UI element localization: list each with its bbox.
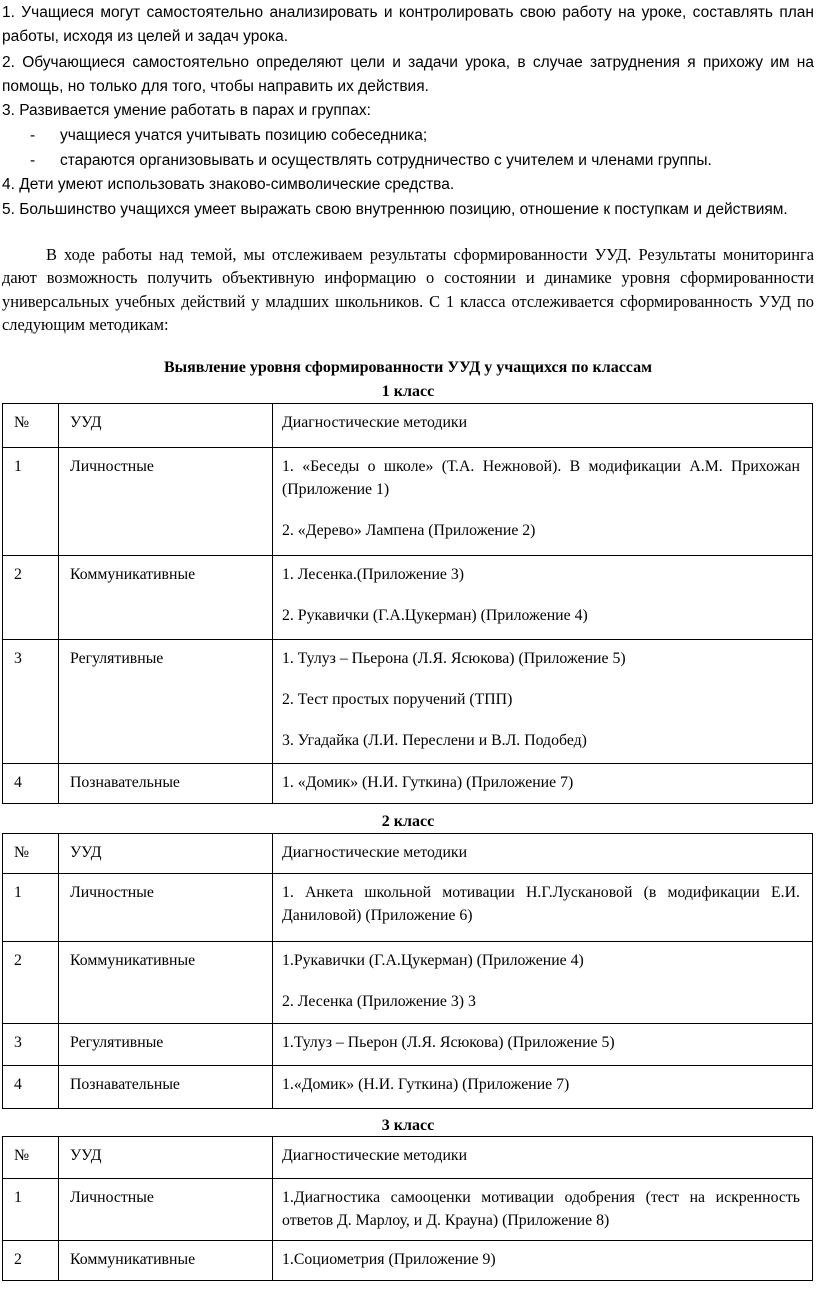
row-methods xyxy=(273,1179,813,1241)
dash-marker: - xyxy=(30,152,36,169)
row-uud-type: Коммуникативные xyxy=(59,942,273,1024)
grade3-title: 3 класс xyxy=(381,1117,435,1134)
row-uud-type: Регулятивные xyxy=(59,640,273,764)
row-number: 1 xyxy=(3,448,59,556)
method-item: 1. Лесенка.(Приложение 3) xyxy=(282,566,465,583)
row-uud-type: Личностные xyxy=(59,448,273,556)
bullet-text: стараются организовывать и осуществлять сотрудничество с учителем и членами группы. xyxy=(60,152,712,169)
method-item: 1.Диагностика самооценки мотивации одобрения (тест на искренность ответов Д. Марлоу, и Д. Крауна) (Приложение 8) xyxy=(282,1189,800,1229)
row-uud-type: Коммуникативные xyxy=(59,556,273,640)
table-header-row xyxy=(3,1137,813,1179)
table-row xyxy=(3,640,813,764)
col-methods-header: Диагностические методики xyxy=(273,404,813,448)
row-number: 2 xyxy=(3,942,59,1024)
col-number-header: № xyxy=(3,834,59,874)
bullet-item-1 xyxy=(0,124,816,148)
bullet-text: учащиеся учатся учитывать позицию собеседника; xyxy=(60,127,428,144)
row-uud-type: Познавательные xyxy=(59,764,273,804)
col-uud-header: УУД xyxy=(59,1137,273,1179)
row-number: 2 xyxy=(3,556,59,640)
col-methods-header: Диагностические методики xyxy=(273,1137,813,1179)
table-row xyxy=(3,556,813,640)
row-number: 1 xyxy=(3,1179,59,1241)
method-item: 2. Лесенка (Приложение 3) 3 xyxy=(282,993,476,1010)
method-item: 1.Социометрия (Приложение 9) xyxy=(282,1251,496,1268)
method-item: 1. Анкета школьной мотивации Н.Г.Лускановой (в модификации Е.И. Даниловой) (Приложение 6) xyxy=(282,884,800,924)
table-row xyxy=(3,764,813,804)
row-number: 4 xyxy=(3,764,59,804)
row-methods xyxy=(273,874,813,942)
table-row xyxy=(3,1179,813,1241)
row-methods xyxy=(273,1241,813,1281)
table-row xyxy=(3,942,813,1024)
row-uud-type: Коммуникативные xyxy=(59,1241,273,1281)
method-item: 2. Рукавички (Г.А.Цукерман) (Приложение 4) xyxy=(282,607,588,624)
table-row xyxy=(3,1024,813,1066)
row-uud-type: Личностные xyxy=(59,874,273,942)
grade2-table xyxy=(2,833,813,1109)
method-item: 2. «Дерево» Лампена (Приложение 2) xyxy=(282,522,536,539)
row-methods xyxy=(273,1024,813,1066)
monitoring-paragraph: В ходе работы над темой, мы отслеживаем результаты сформированности УУД. Результаты мониторинга дают возможность получить объективную информацию о состоянии и динамике уровня сформированности универсальных учебных действий у младших школьников. С 1 класса отслеживается сформированность УУД по следующим методикам: xyxy=(2,245,814,334)
table-row xyxy=(3,1066,813,1109)
grade1-title: 1 класс xyxy=(381,383,435,400)
table-row xyxy=(3,874,813,942)
row-number: 4 xyxy=(3,1066,59,1109)
col-uud-header: УУД xyxy=(59,834,273,874)
row-methods xyxy=(273,942,813,1024)
row-methods xyxy=(273,1066,813,1109)
row-methods xyxy=(273,556,813,640)
col-methods-header: Диагностические методики xyxy=(273,834,813,874)
grade2-title: 2 класс xyxy=(381,813,435,830)
table-row xyxy=(3,448,813,556)
method-item: 1. «Домик» (Н.И. Гуткина) (Приложение 7) xyxy=(282,774,574,791)
row-uud-type: Личностные xyxy=(59,1179,273,1241)
main-heading: Выявление уровня сформированности УУД у учащихся по классам xyxy=(163,359,652,376)
row-number: 2 xyxy=(3,1241,59,1281)
method-item: 1. Тулуз – Пьерона (Л.Я. Ясюкова) (Приложение 5) xyxy=(282,650,626,667)
method-item: 1.Тулуз – Пьерон (Л.Я. Ясюкова) (Приложение 5) xyxy=(282,1034,615,1051)
intro-item-2: 2. Обучающиеся самостоятельно определяют цели и задачи урока, в случае затруднения я прихожу им на помощь, но только для того, чтобы направить их действия. xyxy=(2,54,814,95)
grade3-table xyxy=(2,1136,813,1281)
method-item: 3. Угадайка (Л.И. Переслени и В.Л. Подобед) xyxy=(282,732,587,749)
table-header-row xyxy=(3,404,813,448)
row-uud-type: Регулятивные xyxy=(59,1024,273,1066)
col-number-header: № xyxy=(3,1137,59,1179)
intro-item-3: 3. Развивается умение работать в парах и группах: xyxy=(2,102,371,119)
intro-item-4: 4. Дети умеют использовать знаково-символические средства. xyxy=(2,176,455,193)
row-number: 1 xyxy=(3,874,59,942)
col-number-header: № xyxy=(3,404,59,448)
col-uud-header: УУД xyxy=(59,404,273,448)
method-item: 1.Рукавички (Г.А.Цукерман) (Приложение 4) xyxy=(282,952,584,969)
row-methods xyxy=(273,448,813,556)
row-number: 3 xyxy=(3,1024,59,1066)
table-header-row xyxy=(3,834,813,874)
intro-item-1: 1. Учащиеся могут самостоятельно анализировать и контролировать свою работу на уроке, составлять план работы, исходя из целей и задач урока. xyxy=(2,4,814,45)
method-item: 1. «Беседы о школе» (Т.А. Нежновой). В модификации А.М. Прихожан (Приложение 1) xyxy=(282,458,800,498)
dash-marker: - xyxy=(30,127,36,144)
table-row xyxy=(3,1241,813,1281)
row-methods xyxy=(273,640,813,764)
row-uud-type: Познавательные xyxy=(59,1066,273,1109)
intro-item-5: 5. Большинство учащихся умеет выражать свою внутреннюю позицию, отношение к поступкам и действиям. xyxy=(2,201,788,218)
row-methods xyxy=(273,764,813,804)
bullet-item-2 xyxy=(0,149,816,173)
grade1-table xyxy=(2,403,813,804)
method-item: 1.«Домик» (Н.И. Гуткина) (Приложение 7) xyxy=(282,1076,570,1093)
method-item: 2. Тест простых поручений (ТПП) xyxy=(282,691,513,708)
row-number: 3 xyxy=(3,640,59,764)
